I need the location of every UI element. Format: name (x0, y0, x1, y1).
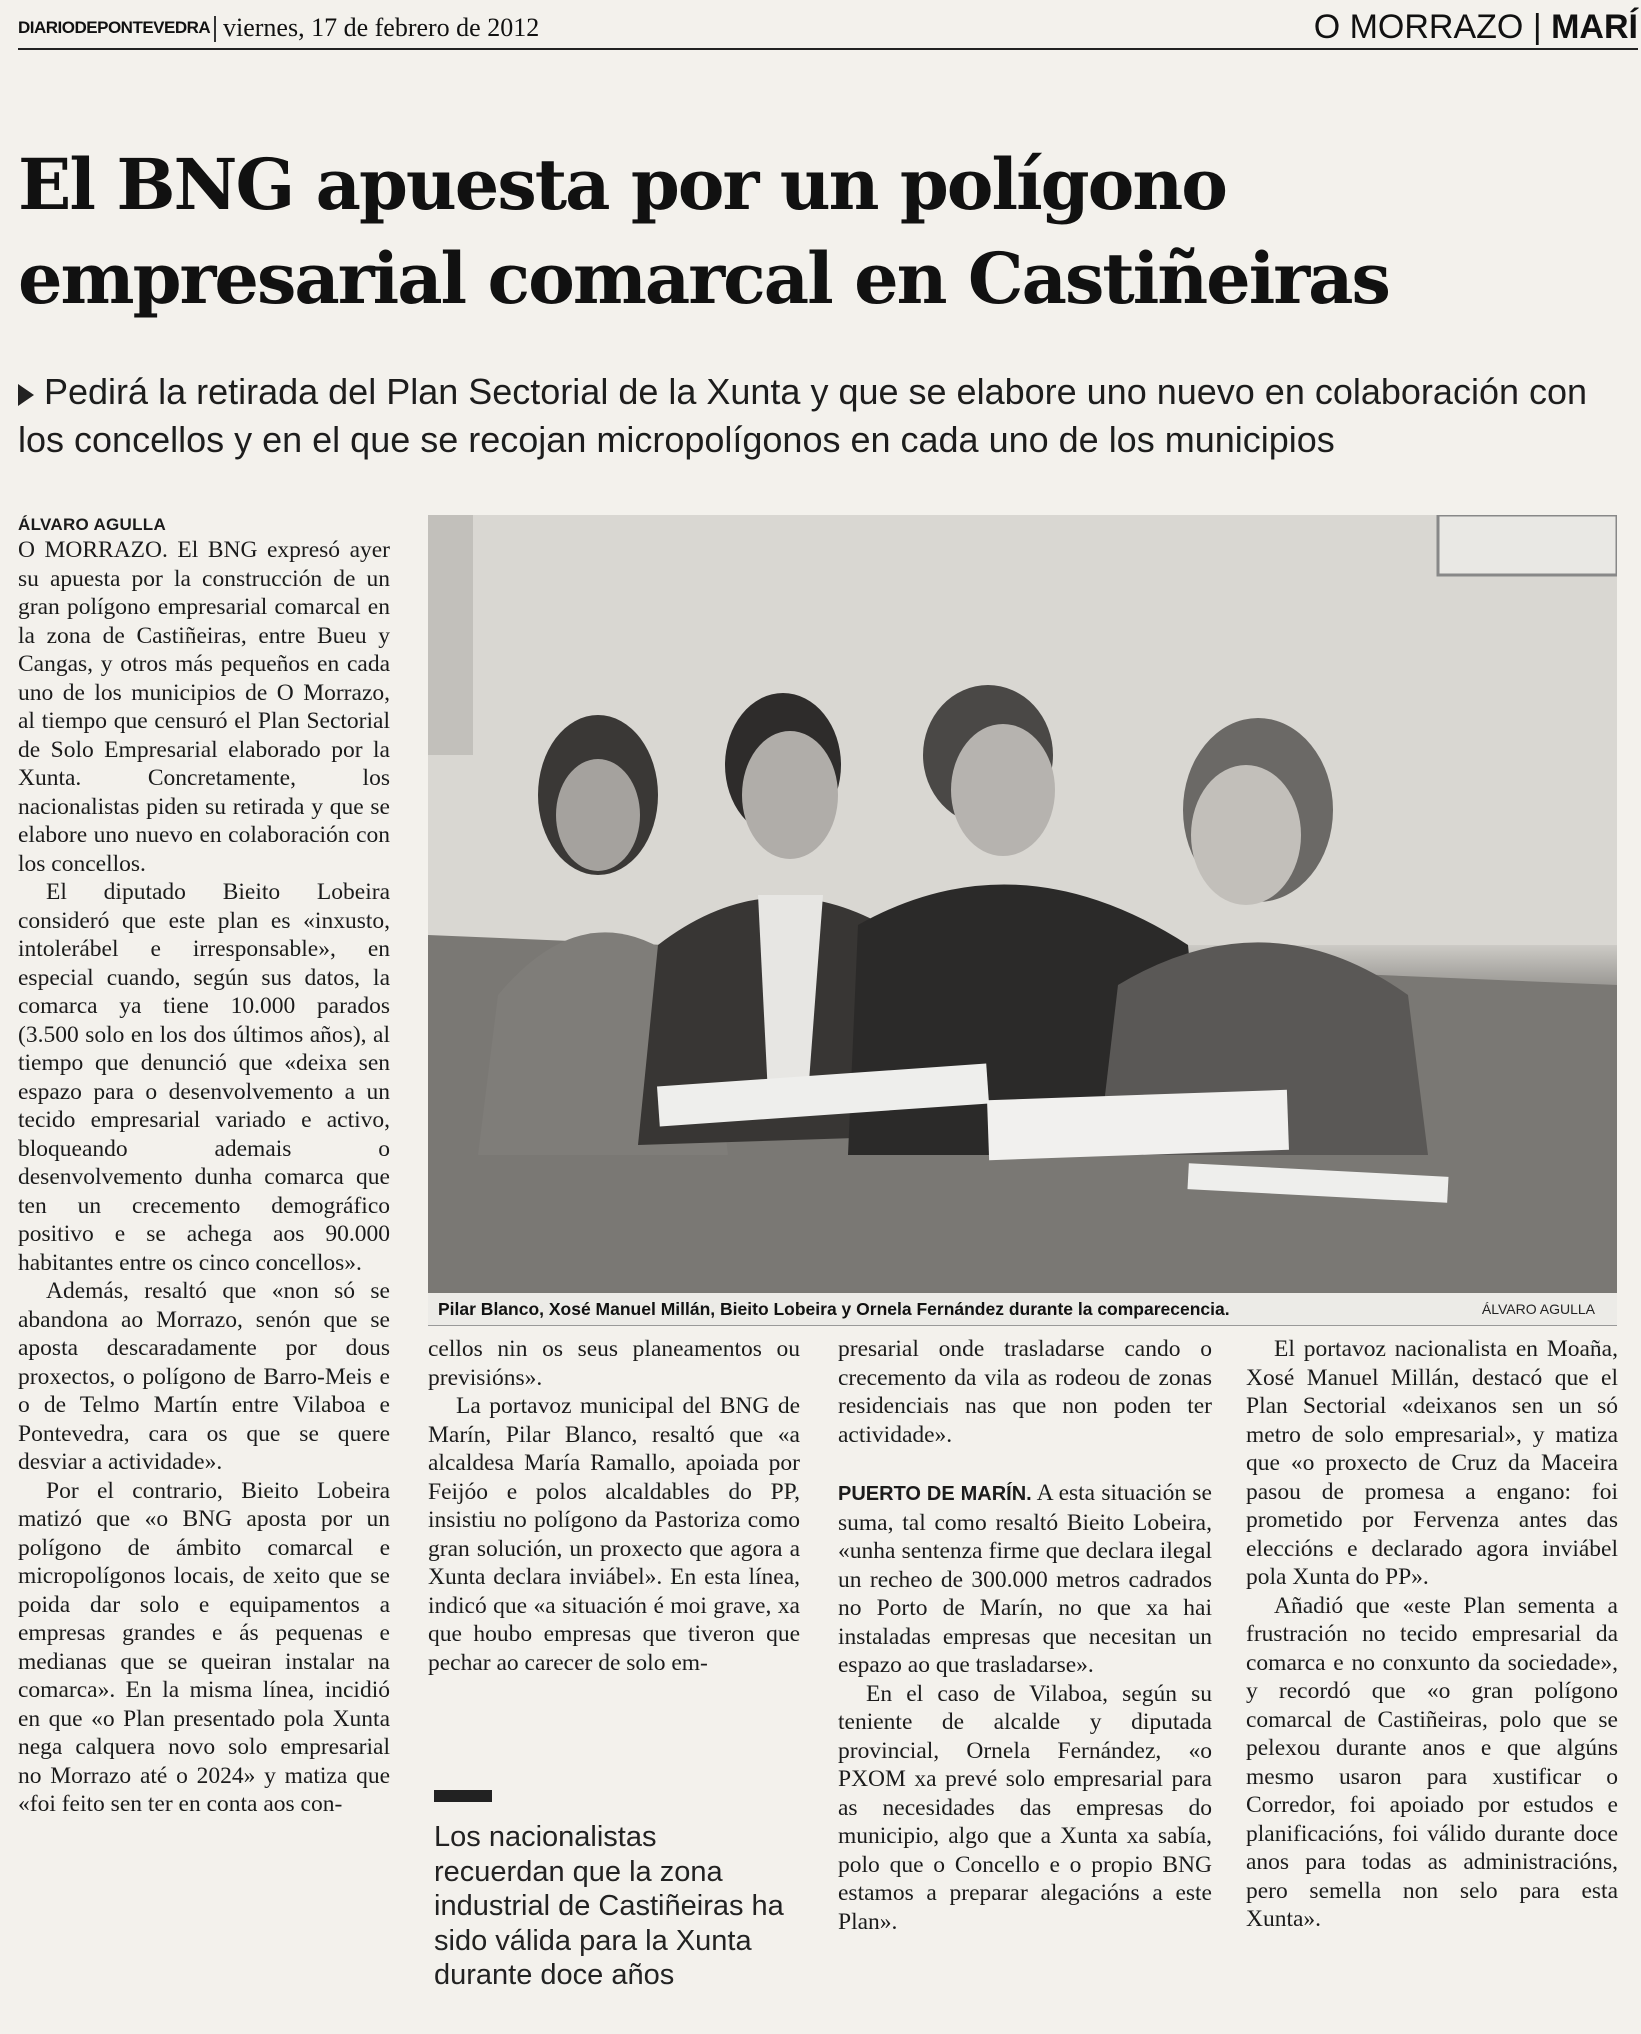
paragraph-text: A esta situación se suma, tal como resaltó Bieito Lobeira, «unha sentenza firme que declara ilegal un recheo de 300.000 metros cadrados no Porto de Marín, no que xa hai instaladas empresas que necesitan un espazo ao que trasladarse». (838, 1480, 1212, 1678)
headline-line-1: El BNG apuesta por un polígono (18, 143, 1226, 226)
photo-caption: Pilar Blanco, Xosé Manuel Millán, Bieito Lobeira y Ornela Fernández durante la comparecencia. (438, 1299, 1230, 1319)
paragraph: El portavoz nacionalista en Moaña, Xosé Manuel Millán, destacó que el Plan Sectorial «deixanos sen un só metro de solo empresarial», y matiza que «o proxecto de Cruz da Maceira pasou de promesa a engano: foi prometido por Fervenza antes das eleccións e declarado agora inviábel pola Xunta do PP». (1246, 1336, 1618, 1590)
article-subhead (18, 368, 1628, 464)
paragraph: La portavoz municipal del BNG de Marín, Pilar Blanco, resaltó que «a alcaldesa María Ramallo, apoiada por Feijóo e polos alcaldables do PP, insistiu no polígono da Pastoriza como gran solución, un proxecto que agora a Xunta declara inviábel». En esta línea, indicó que «a situación é moi grave, xa que houbo empresas que tiveron que pechar ao carecer de solo em- (428, 1393, 800, 1676)
paragraph: presarial onde trasladarse cando o crecemento da vila as rodeou de zonas residenciais nas que non poden ter actividade». (838, 1336, 1212, 1448)
paragraph: Por el contrario, Bieito Lobeira matizó que «o BNG aposta por un polígono de ámbito comarcal e micropolígonos locais, de xeito que se poida dar solo e equipamentos a empresas grandes e ás pequenas e medianas que se queiran instalar na comarca». En la misma línea, incidió en que «o Plan presentado pola Xunta nega calquera novo solo empresarial no Morrazo até o 2024» y matiza que «foi feito sen ter en conta aos con- (18, 1477, 390, 1817)
paragraph: Además, resaltó que «non só se abandona ao Morrazo, senón que se aposta descaradamente por dous proxectos, o polígono de Barro-Meis e o de Telmo Martín entre Vilaboa e Pontevedra, cara os que se quere desviar a actividade». (18, 1278, 390, 1475)
paragraph (838, 1479, 1212, 1680)
paragraph: cellos nin os seus planeamentos ou previsións». (428, 1336, 800, 1391)
subsection-name: MARÍ (1551, 8, 1638, 46)
photo-illustration (428, 515, 1617, 1293)
paragraph (18, 536, 390, 878)
article-column-1 (18, 514, 390, 1819)
paragraph: Añadió que «este Plan sementa a frustración no tecido empresarial da comarca e no conxunto da sociedade», y recordó que «o gran polígono comarcal de Castiñeiras, polo que se pelexou durante anos e que algúns mesmo usaron para xustificar o Corredor, foi apoiado por estudos e planificacións, foi válido durante doce anos para todas as administracións, pero semella non selo para esta Xunta». (1246, 1592, 1618, 1932)
paragraph: En el caso de Vilaboa, según su teniente de alcalde y diputada provincial, Ornela Fernández, «o PXOM xa prevé solo empresarial para as necesidades das empresas do municipio, algo que a Xunta xa sabía, polo que o Concello e o propio BNG estamos a preparar alegacións a este Plan». (838, 1680, 1212, 1935)
article-column-3 (838, 1335, 1212, 1936)
article-headline (18, 138, 1628, 326)
photo-credit: ÁLVARO AGULLA (1481, 1301, 1595, 1317)
article-column-4 (1246, 1335, 1618, 1934)
section-kicker: PUERTO DE MARÍN. (838, 1483, 1032, 1505)
press-conference-photo (428, 515, 1617, 1293)
paragraph: El diputado Bieito Lobeira consideró que este plan es «inxusto, intolerábel e irresponsable», en especial cuando, según sus datos, la comarca ya tiene 10.000 parados (3.500 solo en los dos últimos años), al tiempo que denunció que «deixa sen espazo para o desenvolvemento a un tecido empresarial variado e activo, bloqueando ademais o desenvolvemento dunha comarca que ten un crecemento demográfico positivo e se achega aos 90.000 habitantes entre os cinco concellos». (18, 879, 390, 1276)
photo-caption-bar (428, 1293, 1617, 1326)
headline-line-2: empresarial comarcal en Castiñeiras (18, 237, 1389, 320)
bullet-triangle-icon (18, 384, 34, 406)
byline: ÁLVARO AGULLA (18, 515, 167, 534)
page-header (18, 8, 1638, 50)
masthead-logo: DIARIODEPONTEVEDRA (18, 18, 211, 37)
paragraph-text: El BNG expresó ayer su apuesta por la construcción de un gran polígono empresarial comarcal en la zona de Castiñeiras, entre Bueu y Cangas, y otros más pequeños en cada uno de los municipios de O Morrazo, al tiempo que censuró el Plan Sectorial de Solo Empresarial elaborado por la Xunta. Concretamente, los nacionalistas piden su retirada y que se elabore uno nuevo en colaboración con los concellos. (18, 537, 391, 877)
issue-date: viernes, 17 de febrero de 2012 (223, 13, 540, 42)
subhead-text: Pedirá la retirada del Plan Sectorial de la Xunta y que se elabore uno nuevo en colaboración con los concellos y en el que se recojan micropolígonos en cada uno de los municipios (18, 371, 1588, 460)
pullquote: Los nacionalistas recuerdan que la zona industrial de Castiñeiras ha sido válida para la Xunta durante doce años (434, 1821, 784, 1991)
section-name: O MORRAZO (1313, 8, 1524, 46)
lead-place: O MORRAZO. (18, 537, 168, 563)
header-divider (214, 16, 216, 42)
pullquote-rule (434, 1790, 492, 1802)
section-label: O MORRAZO | MARÍ (1313, 8, 1638, 46)
article-column-2 (428, 1335, 800, 1677)
